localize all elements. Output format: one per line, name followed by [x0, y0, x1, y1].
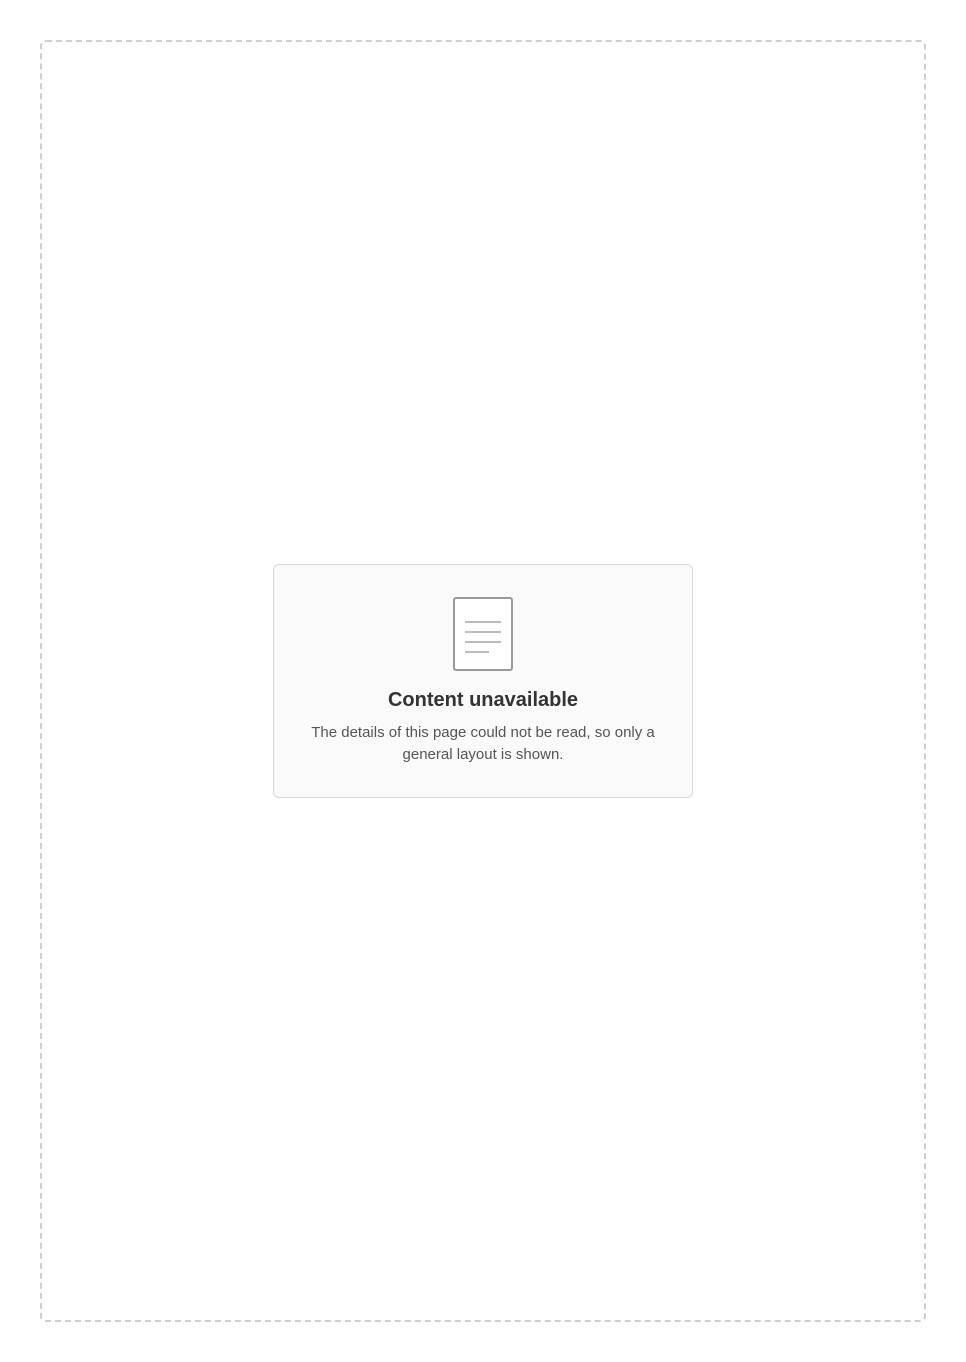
placeholder-panel	[273, 564, 693, 799]
page-area	[40, 40, 926, 1322]
document-icon	[453, 597, 513, 671]
placeholder-title: Content unavailable	[387, 688, 579, 711]
placeholder-message: The details of this page could not be read, so only a general layout is shown.	[311, 723, 655, 763]
